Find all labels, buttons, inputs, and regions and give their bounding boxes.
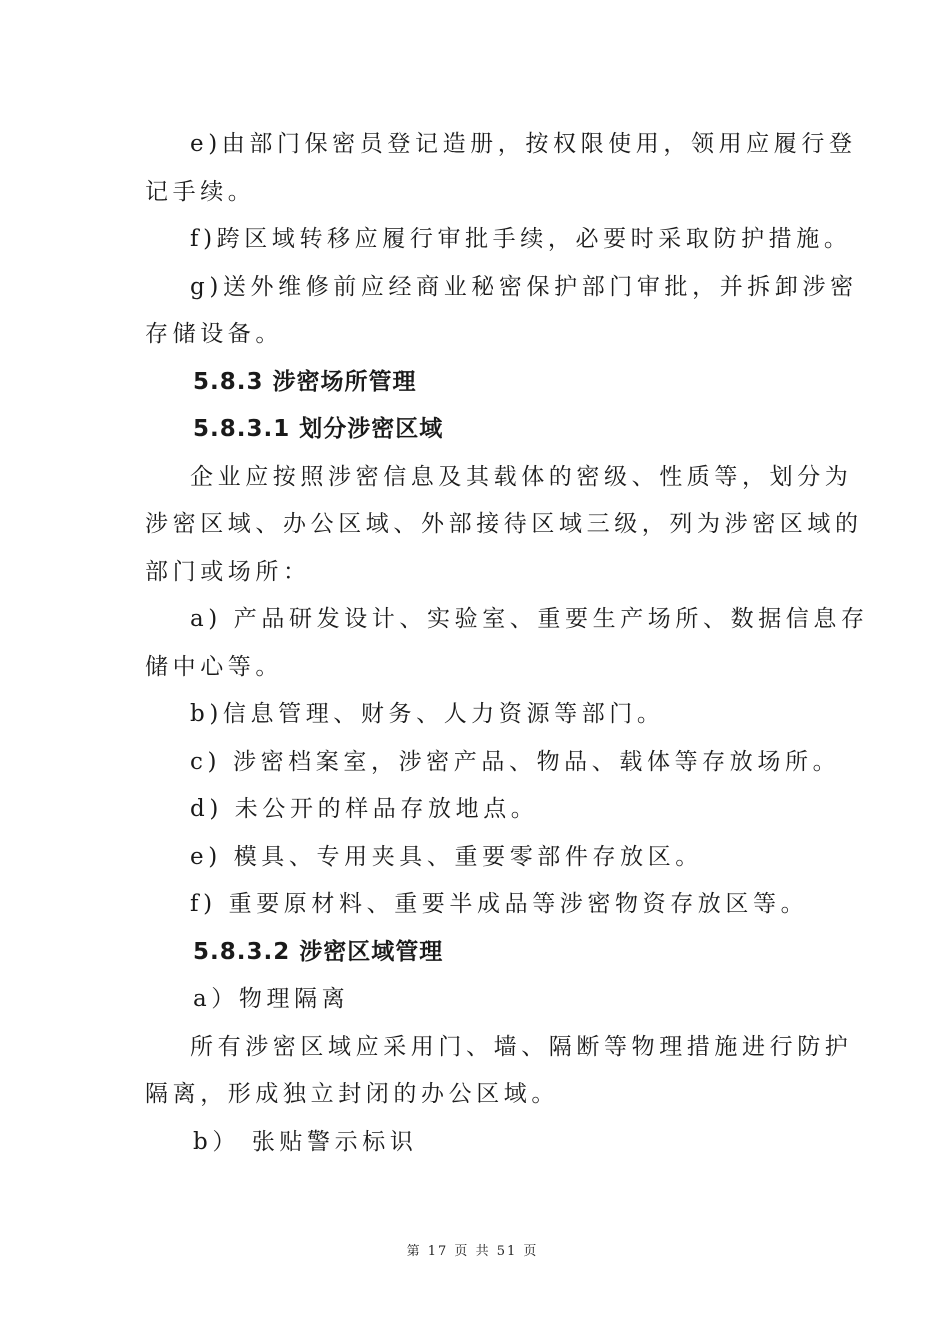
- paragraph-line: 涉密区域、办公区域、外部接待区域三级，列为涉密区域的: [145, 511, 863, 537]
- paragraph-line: 隔离，形成独立封闭的办公区域。: [145, 1081, 559, 1107]
- paragraph-line: 记手续。: [145, 178, 256, 205]
- list-item-d: d) 未公开的样品存放地点。: [190, 796, 539, 822]
- section-heading-5-8-3-2: 5.8.3.2 涉密区域管理: [193, 938, 444, 965]
- sub-item-b: b） 张贴警示标识: [193, 1128, 418, 1155]
- section-heading-5-8-3: 5.8.3 涉密场所管理: [193, 368, 417, 395]
- paragraph-line: g)送外维修前应经商业秘密保护部门审批，并拆卸涉密: [190, 273, 858, 300]
- paragraph-line: 储中心等。: [145, 653, 283, 680]
- list-item-b: b)信息管理、财务、人力资源等部门。: [190, 701, 665, 727]
- paragraph-line: 存储设备。: [145, 321, 283, 347]
- paragraph-line: f)跨区域转移应履行审批手续，必要时采取防护措施。: [190, 226, 852, 252]
- paragraph-line: 所有涉密区域应采用门、墙、隔断等物理措施进行防护: [190, 1033, 853, 1060]
- list-item-e: e) 模具、专用夹具、重要零部件存放区。: [190, 843, 703, 870]
- list-item-c: c) 涉密档案室，涉密产品、物品、载体等存放场所。: [190, 748, 841, 775]
- page-number-footer: 第 17 页 共 51 页: [406, 1244, 539, 1259]
- document-body: [145, 121, 869, 1166]
- paragraph-line: 企业应按照涉密信息及其载体的密级、性质等，划分为: [190, 463, 853, 490]
- paragraph-line: 部门或场所：: [145, 558, 311, 585]
- list-item-a: a) 产品研发设计、实验室、重要生产场所、数据信息存: [190, 606, 869, 632]
- sub-item-a: a）物理隔离: [193, 986, 350, 1012]
- list-item-f: f) 重要原材料、重要半成品等涉密物资存放区等。: [190, 891, 809, 917]
- section-heading-5-8-3-1: 5.8.3.1 划分涉密区域: [193, 416, 444, 442]
- paragraph-line: e)由部门保密员登记造册，按权限使用，领用应履行登: [190, 131, 857, 157]
